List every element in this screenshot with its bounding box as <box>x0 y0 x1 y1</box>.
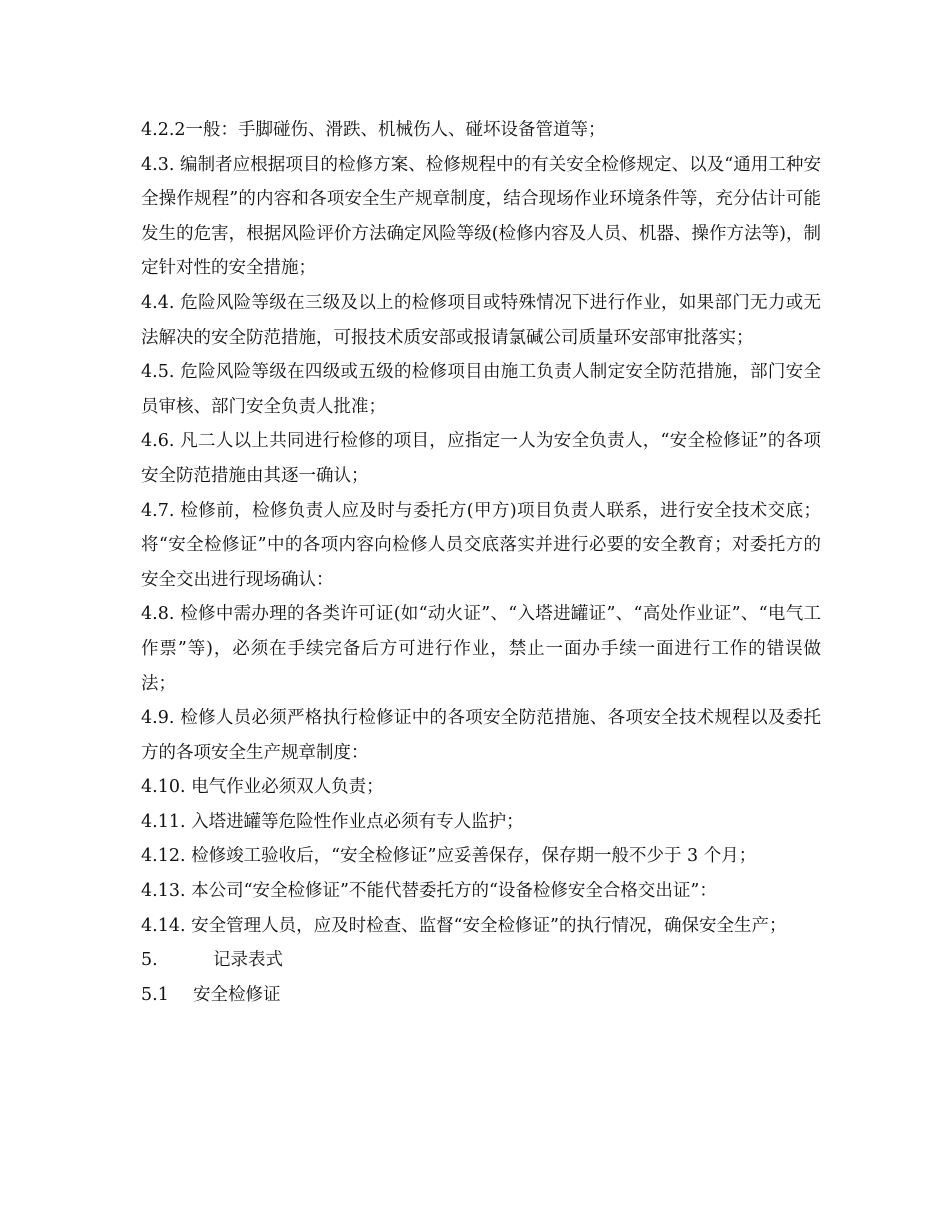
clause-4-7 <box>141 494 821 598</box>
clause-text: 检修中需办理的各类许可证(如“动火证”、“入塔进罐证”、“高处作业证”、“电气工作票”等)，必须在手续完备后方可进行作业，禁止一面办手续一面进行工作的错误做法； <box>141 604 821 694</box>
clause-number: 4.9. <box>141 708 181 729</box>
section-title: 记录表式 <box>213 950 283 971</box>
clause-number: 4.7. <box>141 500 181 521</box>
clause-text: 电气作业必须双人负责； <box>191 777 384 798</box>
clause-4-5 <box>141 355 821 424</box>
clause-text: 本公司“安全检修证”不能代替委托方的“设备检修安全合格交出证”： <box>191 881 717 902</box>
clause-text: 一般：手脚碰伤、滑跌、机械伤人、碰坏设备管道等； <box>185 120 606 140</box>
clause-text: 检修竣工验收后，“安全检修证”应妥善保存，保存期一般不少于 3 个月； <box>191 846 757 867</box>
section-number: 5. <box>141 950 158 971</box>
clause-4-11 <box>141 805 821 840</box>
clause-number: 4.8. <box>141 604 181 625</box>
clause-text: 凡二人以上共同进行检修的项目，应指定一人为安全负责人，“安全检修证”的各项安全防范措施由其逐一确认； <box>141 431 821 486</box>
clause-number: 4.6. <box>141 431 181 452</box>
clause-4-6 <box>141 424 821 493</box>
clause-number: 4.3. <box>141 154 181 175</box>
clause-number: 4.13. <box>141 881 192 902</box>
clause-4-8 <box>141 597 821 701</box>
clause-number: 4.5. <box>141 362 181 383</box>
clause-text: 检修前，检修负责人应及时与委托方(甲方)项目负责人联系，进行安全技术交底；将“安全检修证”中的各项内容向检修人员交底落实并进行必要的安全教育；对委托方的安全交出进行现场确认： <box>141 500 821 590</box>
document-body <box>141 113 821 1012</box>
clause-4-14 <box>141 909 821 944</box>
clause-text: 安全管理人员，应及时检查、监督“安全检修证”的执行情况，确保安全生产； <box>191 915 787 936</box>
clause-text: 编制者应根据项目的检修方案、检修规程中的有关安全检修规定、以及“通用工种安全操作规程”的内容和各项安全生产规章制度，结合现场作业环境条件等，充分估计可能发生的危害，根据风险评价方法确定风险等级(检修内容及人员、机器、操作方法等)，制定针对性的安全措施； <box>141 154 821 279</box>
clause-number: 4.12. <box>141 846 192 867</box>
clause-4-10 <box>141 770 821 805</box>
clause-4-2-2 <box>141 113 821 148</box>
clause-text: 入塔进罐等危险性作业点必须有专人监护； <box>191 811 524 832</box>
clause-4-13 <box>141 874 821 909</box>
clause-number: 4.14. <box>141 915 192 936</box>
clause-number: 4.10. <box>141 777 192 798</box>
clause-4-3 <box>141 148 821 286</box>
clause-number: 4.11. <box>141 811 192 832</box>
clause-text: 危险风险等级在四级或五级的检修项目由施工负责人制定安全防范措施，部门安全员审核、部门安全负责人批准； <box>141 362 821 417</box>
clause-text: 检修人员必须严格执行检修证中的各项安全防范措施、各项安全技术规程以及委托方的各项安全生产规章制度： <box>141 708 821 763</box>
clause-number: 4.4. <box>141 292 181 313</box>
subsection-heading <box>141 978 821 1013</box>
clause-4-12 <box>141 839 821 874</box>
clause-4-9 <box>141 701 821 770</box>
subsection-number: 5.1 <box>141 984 169 1005</box>
clause-number: 4.2.2 <box>141 120 186 140</box>
clause-4-4 <box>141 286 821 355</box>
subsection-title: 安全检修证 <box>193 984 281 1005</box>
clause-text: 危险风险等级在三级及以上的检修项目或特殊情况下进行作业，如果部门无力或无法解决的安全防范措施，可报技术质安部或报请氯碱公司质量环安部审批落实； <box>141 292 821 348</box>
section-heading <box>141 943 821 978</box>
